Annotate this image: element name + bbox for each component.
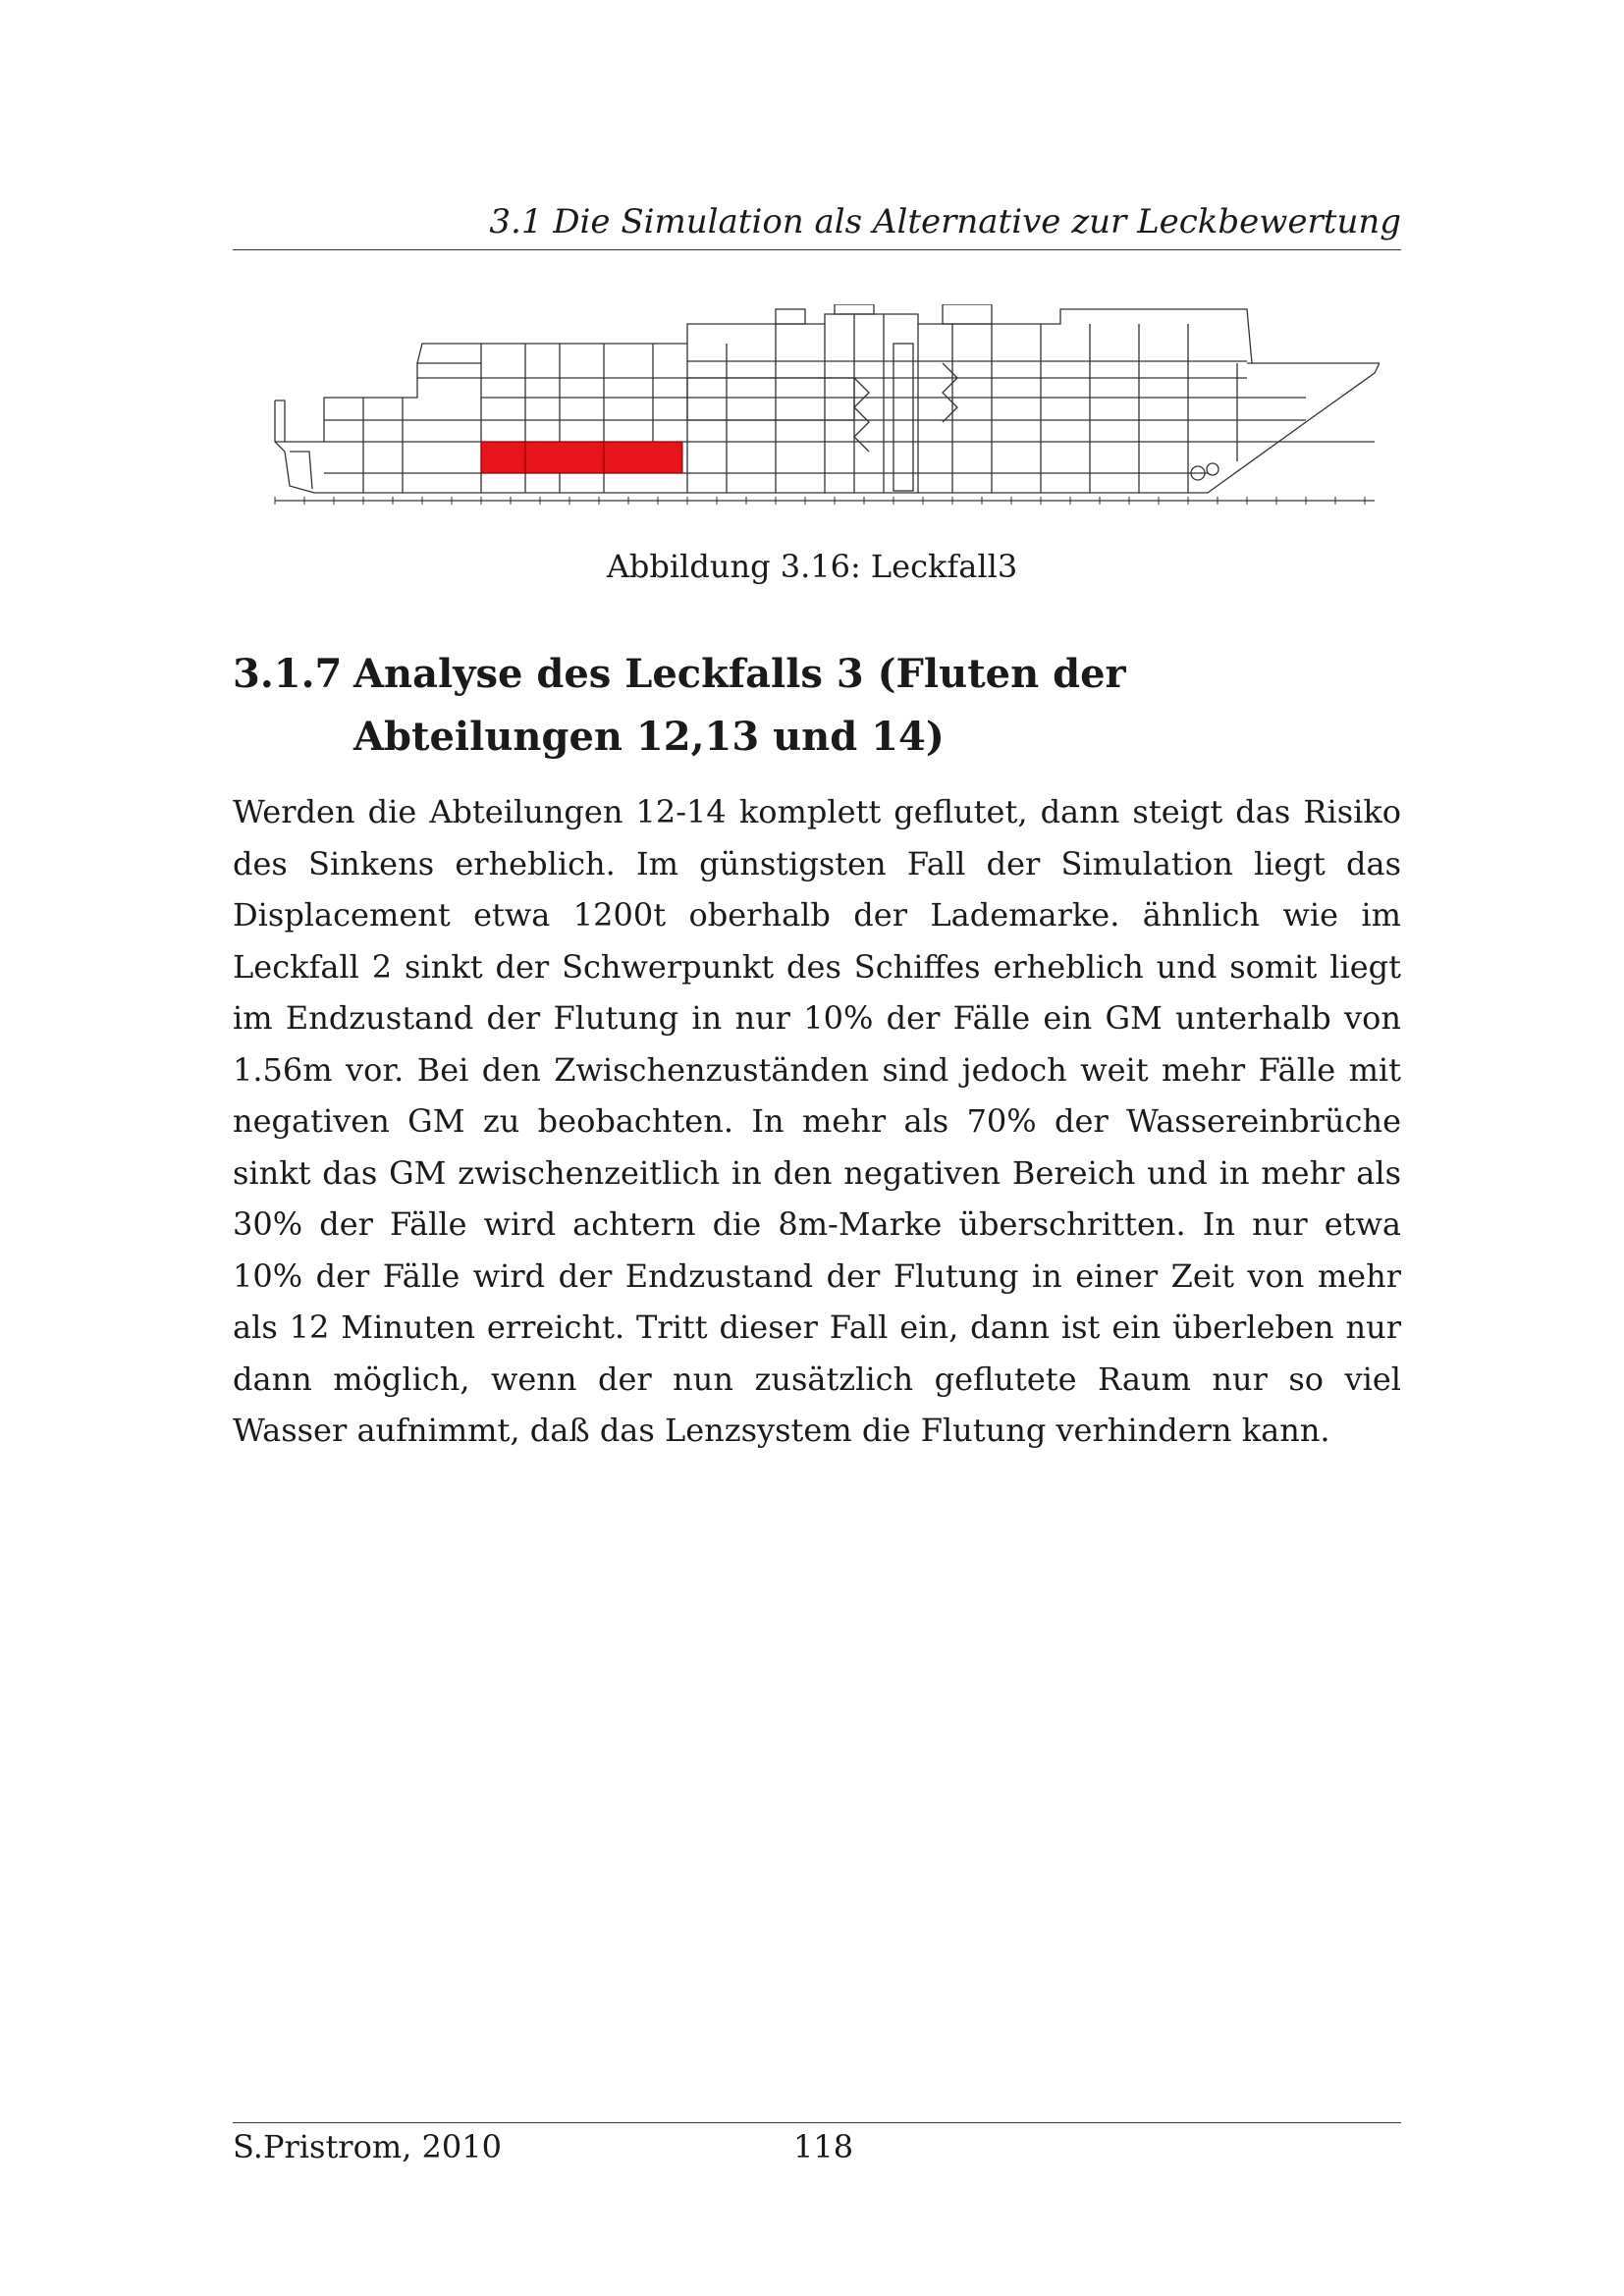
ship-longitudinal-section-icon <box>265 304 1380 510</box>
footer-rule <box>233 2122 1401 2123</box>
header-rule <box>233 249 1401 250</box>
section-title: Analyse des Leckfalls 3 (Fluten der Abteilungen 12,13 und 14) <box>353 651 1126 760</box>
ship-figure <box>265 304 1380 510</box>
body-paragraph: Werden die Abteilungen 12-14 komplett geflutet, dann steigt das Risiko des Sinkens erheblich. Im günstigsten Fall der Simulation liegt das Displacement etwa 1200t oberhalb der Lademarke. ähnlich wie im Leckfall 2 sinkt der Schwerpunkt des Schiffes erheblich und somit liegt im Endzustand der Flutung in nur 10% der Fälle ein GM unterhalb von 1.56m vor. Bei den Zwischenzuständen sind jedoch weit mehr Fälle mit negativen GM zu beobachten. In mehr als 70% der Wassereinbrüche sinkt das GM zwischenzeitlich in den negativen Bereich und in mehr als 30% der Fälle wird achtern die 8m-Marke überschritten. In nur etwa 10% der Fälle wird der Endzustand der Flutung in einer Zeit von mehr als 12 Minuten erreicht. Tritt dieser Fall ein, dann ist ein überleben nur dann möglich, wenn der nun zusätzlich geflutete Raum nur so viel Wasser aufnimmt, daß das Lenzsystem die Flutung verhindern kann. <box>233 793 1401 1449</box>
figure-caption: Abbildung 3.16: Leckfall3 <box>606 548 1018 585</box>
running-head: 3.1 Die Simulation als Alternative zur Leckbewertung <box>489 202 1401 241</box>
footer-author: S.Pristrom, 2010 <box>233 2128 502 2165</box>
section-heading <box>233 643 1401 769</box>
page-number: 118 <box>793 2128 854 2165</box>
section-number: 3.1.7 <box>233 651 343 697</box>
